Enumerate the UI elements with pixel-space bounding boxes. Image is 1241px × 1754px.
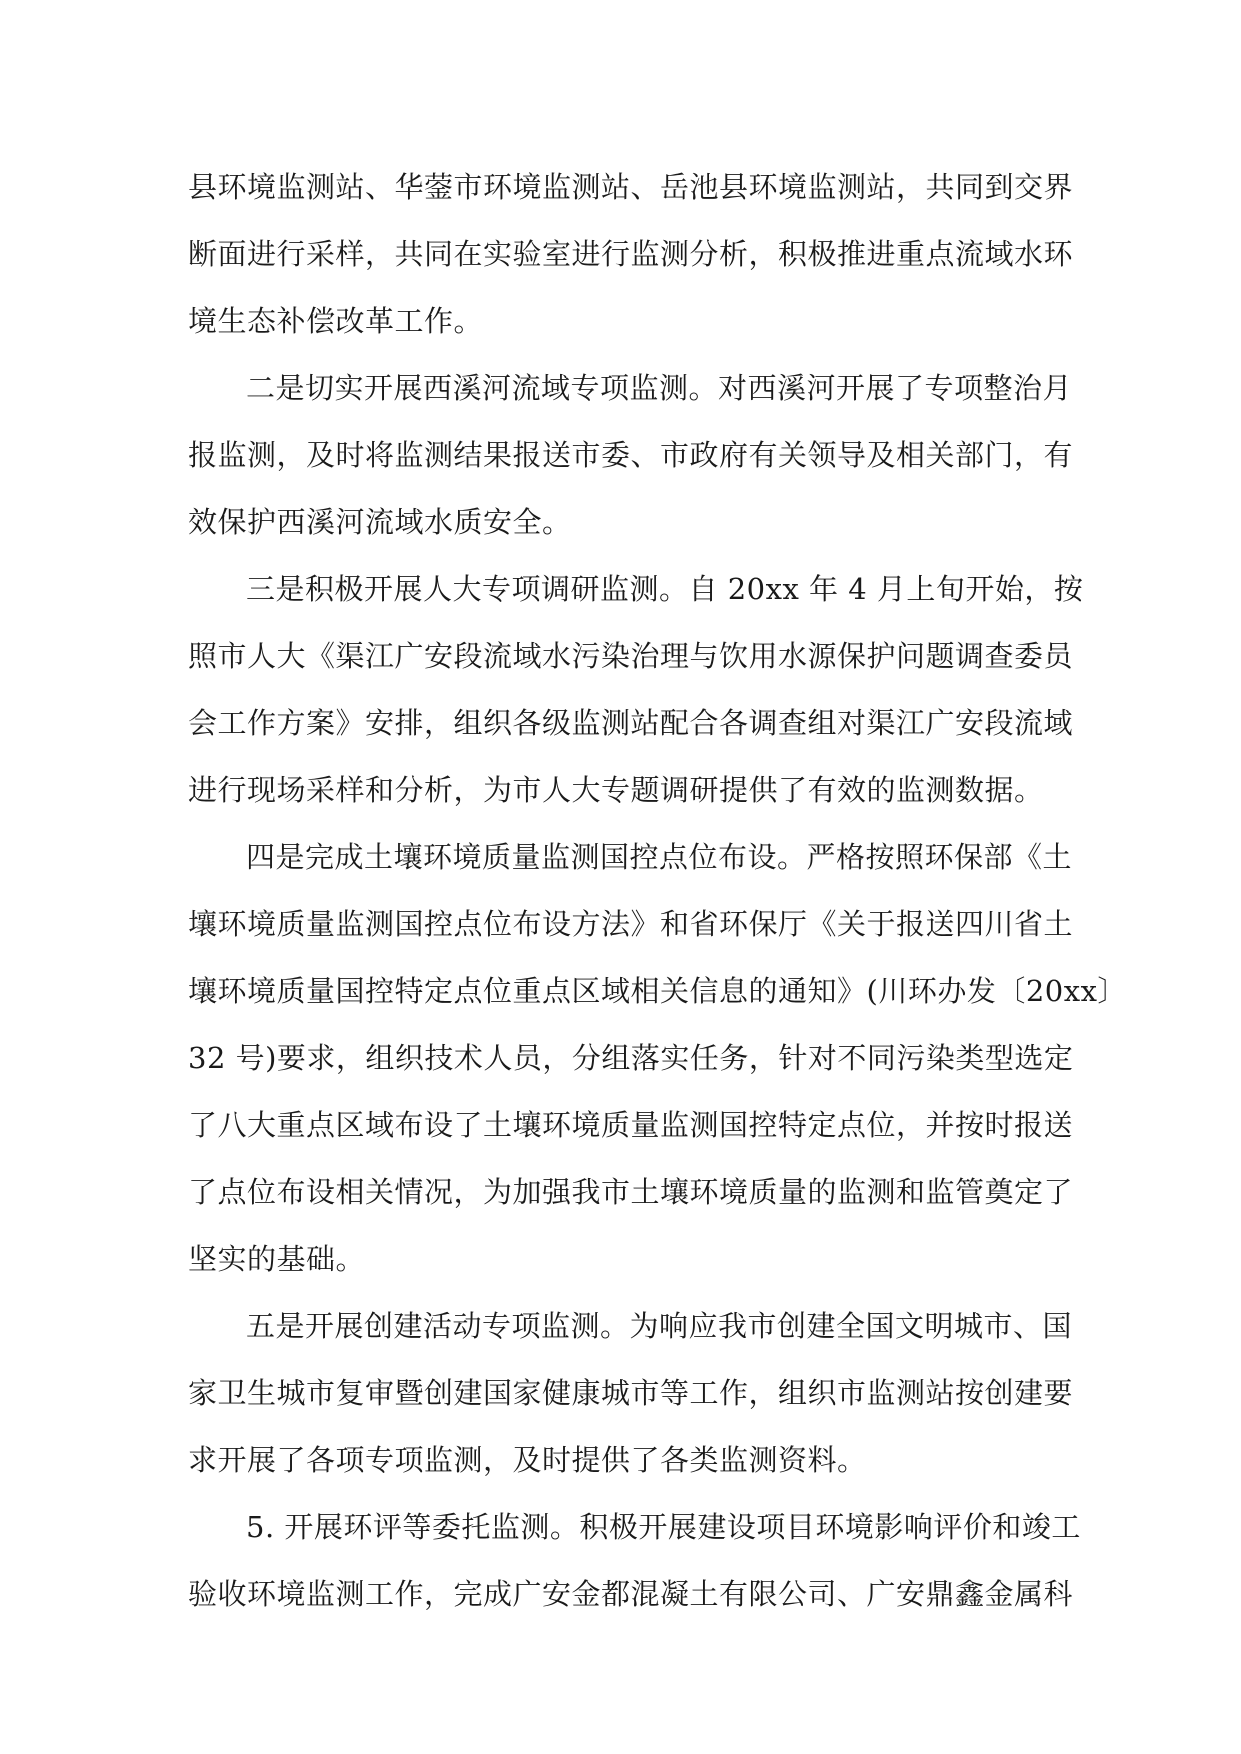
paragraph-5	[188, 1293, 1074, 1494]
text-line: 壤环境质量国控特定点位重点区域相关信息的通知》(川环办发〔20xx〕	[188, 974, 1127, 1008]
text-line: 五是开展创建活动专项监测。为响应我市创建全国文明城市、国	[246, 1309, 1073, 1343]
text-line: 家卫生城市复审暨创建国家健康城市等工作，组织市监测站按创建要	[188, 1376, 1074, 1410]
document-body	[188, 154, 1127, 1628]
paragraph-3	[188, 556, 1084, 824]
text-line: 求开展了各项专项监测，及时提供了各类监测资料。	[188, 1443, 867, 1477]
text-line: 5. 开展环评等委托监测。积极开展建设项目环境影响评价和竣工	[246, 1510, 1081, 1544]
text-line: 四是完成土壤环境质量监测国控点位布设。严格按照环保部《土	[246, 840, 1073, 874]
text-line: 壤环境质量监测国控点位布设方法》和省环保厅《关于报送四川省土	[188, 907, 1074, 941]
paragraph-2	[188, 355, 1074, 556]
text-line: 会工作方案》安排，组织各级监测站配合各调查组对渠江广安段流域	[188, 706, 1074, 740]
text-line: 了八大重点区域布设了土壤环境质量监测国控特定点位，并按时报送	[188, 1108, 1074, 1142]
paragraph-4	[188, 824, 1127, 1293]
text-line: 报监测，及时将监测结果报送市委、市政府有关领导及相关部门，有	[188, 438, 1074, 472]
text-line: 坚实的基础。	[188, 1242, 366, 1276]
paragraph-1	[188, 154, 1074, 355]
text-line: 二是切实开展西溪河流域专项监测。对西溪河开展了专项整治月	[246, 371, 1073, 405]
paragraph-6	[188, 1494, 1081, 1628]
text-line: 断面进行采样，共同在实验室进行监测分析，积极推进重点流域水环	[188, 237, 1074, 271]
text-line: 三是积极开展人大专项调研监测。自 20xx 年 4 月上旬开始，按	[246, 572, 1084, 606]
text-line: 验收环境监测工作，完成广安金都混凝土有限公司、广安鼎鑫金属科	[188, 1577, 1074, 1611]
text-line: 32 号)要求，组织技术人员，分组落实任务，针对不同污染类型选定	[188, 1041, 1074, 1075]
text-line: 境生态补偿改革工作。	[188, 304, 484, 338]
text-line: 效保护西溪河流域水质安全。	[188, 505, 572, 539]
text-line: 县环境监测站、华蓥市环境监测站、岳池县环境监测站，共同到交界	[188, 170, 1074, 204]
text-line: 进行现场采样和分析，为市人大专题调研提供了有效的监测数据。	[188, 773, 1044, 807]
text-line: 照市人大《渠江广安段流域水污染治理与饮用水源保护问题调查委员	[188, 639, 1074, 673]
text-line: 了点位布设相关情况，为加强我市土壤环境质量的监测和监管奠定了	[188, 1175, 1074, 1209]
